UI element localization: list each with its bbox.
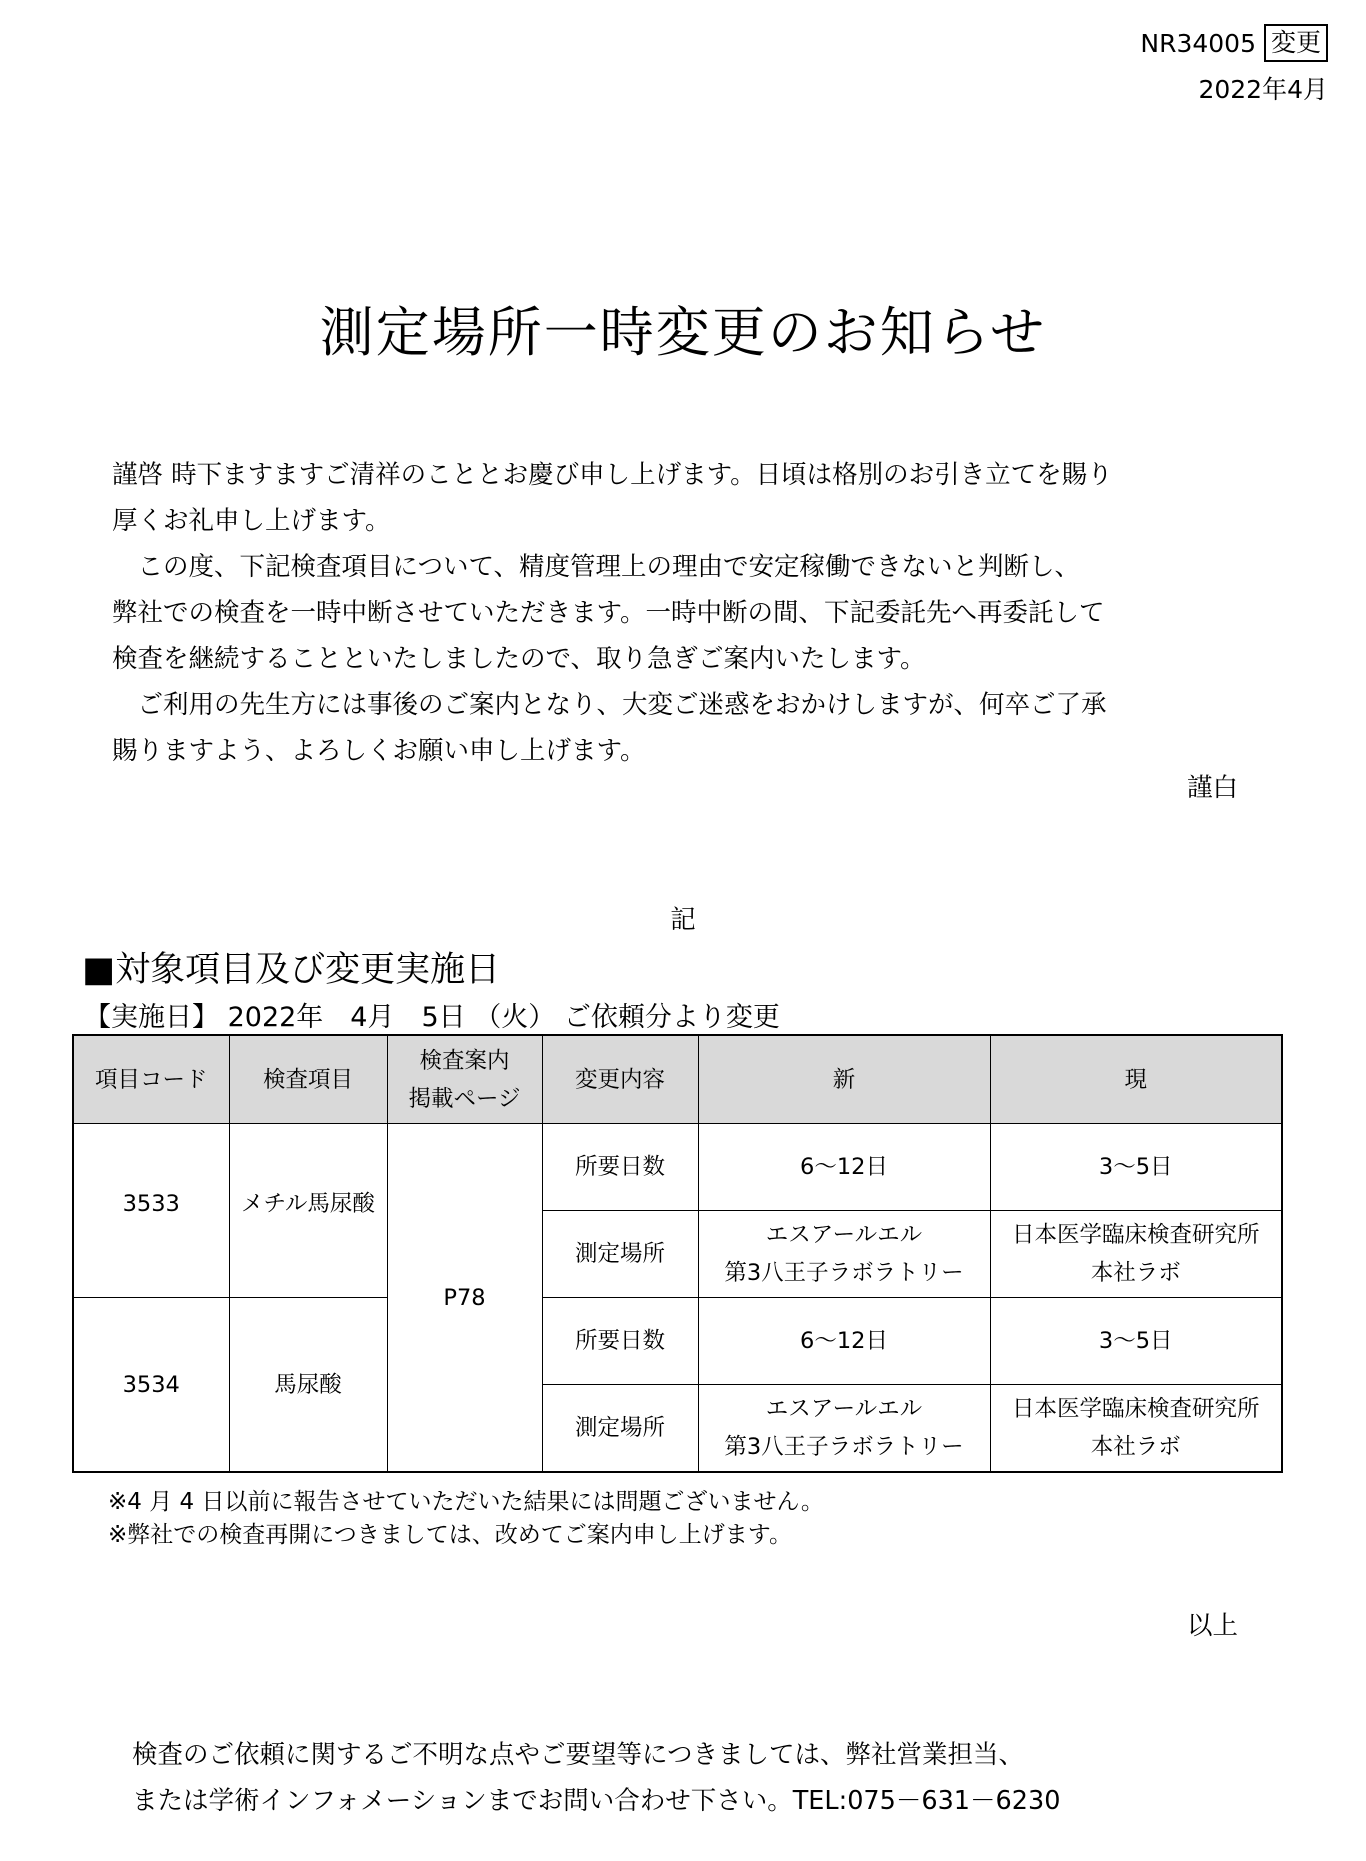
closing-word: 謹白 (1186, 773, 1238, 803)
col-header-current: 現 (990, 1035, 1282, 1124)
current-value-cell: 3～5日 (990, 1298, 1282, 1385)
footer-line: または学術インフォメーションまでお問い合わせ下さい。TEL:075－631－6230 (132, 1786, 1061, 1816)
change-type-cell: 測定場所 (542, 1385, 698, 1473)
item-code-cell: 3533 (73, 1124, 229, 1298)
page-cell: P78 (387, 1124, 542, 1473)
new-value-cell: 6～12日 (698, 1298, 990, 1385)
body-line: 厚くお礼申し上げます。 (112, 506, 391, 536)
footer-line: 検査のご依頼に関するご不明な点やご要望等につきましては、弊社営業担当、 (132, 1740, 1024, 1770)
current-value-cell: 日本医学臨床検査研究所 本社ラボ (990, 1385, 1282, 1473)
change-type-cell: 所要日数 (542, 1124, 698, 1211)
change-badge: 変更 (1264, 24, 1328, 62)
note-line: ※弊社での検査再開につきましては、改めてご案内申し上げます。 (108, 1522, 792, 1548)
change-type-cell: 測定場所 (542, 1211, 698, 1298)
col-header-change: 変更内容 (542, 1035, 698, 1124)
new-value-cell: エスアールエル 第3八王子ラボラトリー (698, 1385, 990, 1473)
table-header-row (73, 1035, 1282, 1124)
body-line: 弊社での検査を一時中断させていただきます。一時中断の間、下記委託先へ再委託して (112, 598, 1105, 628)
body-line: 謹啓 時下ますますご清祥のこととお慶び申し上げます。日頃は格別のお引き立てを賜り (112, 460, 1113, 490)
change-type-cell: 所要日数 (542, 1298, 698, 1385)
contact-footer (132, 1732, 1060, 1824)
note-line: ※4 月 4 日以前に報告させていただいた結果には問題ございません。 (108, 1489, 824, 1515)
current-value-cell: 3～5日 (990, 1124, 1282, 1211)
implementation-date: 【実施日】 2022年 4月 5日 （火） ご依頼分より変更 (84, 1002, 780, 1033)
doc-code-text: NR34005 (1140, 28, 1256, 58)
body-line: 賜りますよう、よろしくお願い申し上げます。 (112, 736, 646, 766)
body-line: 検査を継続することといたしましたので、取り急ぎご案内いたします。 (112, 644, 926, 674)
ki-marker: 記 (670, 905, 696, 935)
body-line: ご利用の先生方には事後のご案内となり、大変ご迷惑をおかけしますが、何卒ご了承 (112, 690, 1107, 720)
table-row (73, 1124, 1282, 1211)
new-value-cell: エスアールエル 第3八王子ラボラトリー (698, 1211, 990, 1298)
page-title: 測定場所一時変更のお知らせ (319, 301, 1047, 364)
item-name-cell: 馬尿酸 (229, 1298, 387, 1473)
col-header-code: 項目コード (73, 1035, 229, 1124)
section-heading: ■対象項目及び変更実施日 (82, 950, 501, 990)
issue-date: 2022年4月 (1198, 75, 1328, 104)
table-row (73, 1298, 1282, 1385)
current-value-cell: 日本医学臨床検査研究所 本社ラボ (990, 1211, 1282, 1298)
new-value-cell: 6～12日 (698, 1124, 990, 1211)
body-line: この度、下記検査項目について、精度管理上の理由で安定稼働できないと判断し、 (112, 552, 1080, 582)
col-header-item: 検査項目 (229, 1035, 387, 1124)
col-header-page: 検査案内 掲載ページ (387, 1035, 542, 1124)
item-name-cell: メチル馬尿酸 (229, 1124, 387, 1298)
item-code-cell: 3534 (73, 1298, 229, 1473)
notes (108, 1486, 824, 1552)
document-code (1140, 24, 1328, 62)
greeting-body (112, 452, 1272, 774)
change-table (72, 1034, 1283, 1473)
ijo-closing: 以上 (1186, 1611, 1238, 1641)
col-header-new: 新 (698, 1035, 990, 1124)
